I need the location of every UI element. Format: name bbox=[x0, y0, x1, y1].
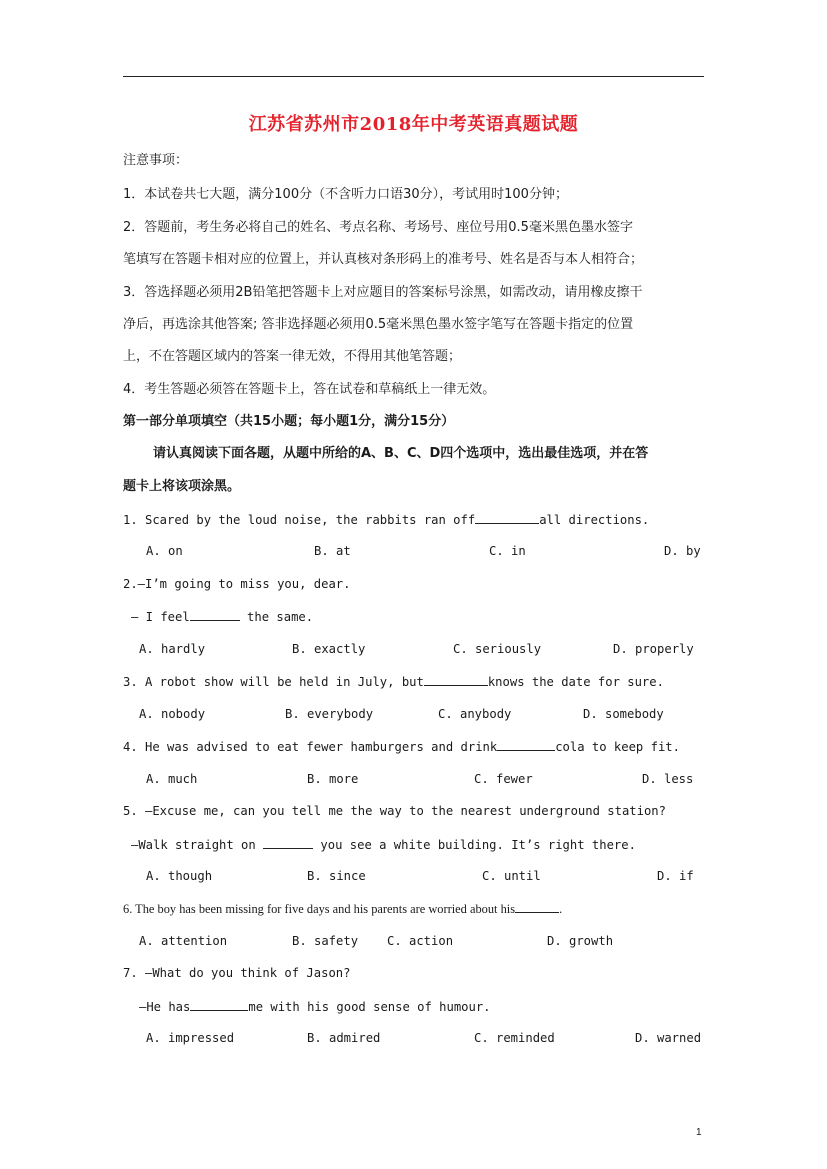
question-1-text-a: 1. Scared by the loud noise, the rabbits ran off bbox=[123, 513, 476, 527]
question-6-option-b: B. safety bbox=[292, 934, 359, 948]
question-6-text-b: . bbox=[559, 902, 563, 916]
question-5-option-a: A. though bbox=[146, 869, 213, 883]
question-7-option-a: A. impressed bbox=[146, 1031, 235, 1045]
notice-line-2: 2．答题前，考生务必将自己的姓名、考点名称、考场号、座位号用0.5毫米黑色墨水签字 bbox=[123, 220, 633, 235]
question-3-option-c: C. anybody bbox=[438, 707, 512, 721]
question-7-line-2 bbox=[139, 998, 491, 1015]
header-rule bbox=[123, 76, 704, 77]
question-5-option-d: D. if bbox=[657, 869, 694, 883]
part1-heading: 第一部分单项填空（共15小题；每小题1分，满分15分） bbox=[123, 414, 455, 429]
question-7-line-1: 7. —What do you think of Jason? bbox=[123, 966, 351, 980]
question-4-text-a: 4. He was advised to eat fewer hamburgers and drink bbox=[123, 740, 498, 754]
question-7-option-c: C. reminded bbox=[474, 1031, 555, 1045]
question-2-option-b: B. exactly bbox=[292, 642, 366, 656]
question-1-stem bbox=[123, 511, 649, 528]
question-1-option-a: A. on bbox=[146, 544, 183, 558]
question-7-text-a: —He has bbox=[139, 1000, 191, 1014]
question-3-option-d: D. somebody bbox=[583, 707, 664, 721]
question-5-line-2 bbox=[131, 836, 636, 853]
answer-blank bbox=[424, 673, 488, 686]
question-4-option-d: D. less bbox=[642, 772, 694, 786]
question-6-option-c: C. action bbox=[387, 934, 454, 948]
question-3-option-a: A. nobody bbox=[139, 707, 206, 721]
question-7-text-b: me with his good sense of humour. bbox=[248, 1000, 491, 1014]
part1-instructions-1: 请认真阅读下面各题，从题中所给的A、B、C、D四个选项中，选出最佳选项，并在答 bbox=[153, 446, 649, 461]
notice-line-1: 1．本试卷共七大题，满分100分（不含听力口语30分），考试用时100分钟； bbox=[123, 187, 568, 202]
notice-line-6: 上，不在答题区域内的答案一律无效，不得用其他笔答题； bbox=[123, 349, 462, 364]
question-1-text-b: all directions. bbox=[539, 513, 650, 527]
question-2-option-d: D. properly bbox=[613, 642, 694, 656]
answer-blank bbox=[263, 836, 313, 849]
question-6-option-d: D. growth bbox=[547, 934, 614, 948]
page-title: 江苏省苏州市2018年中考英语真题试题 bbox=[248, 114, 579, 135]
question-2-option-a: A. hardly bbox=[139, 642, 206, 656]
question-7-option-b: B. admired bbox=[307, 1031, 381, 1045]
question-2-line-1: 2.—I’m going to miss you, dear. bbox=[123, 577, 351, 591]
notice-line-3: 笔填写在答题卡相对应的位置上，并认真核对条形码上的准考号、姓名是否与本人相符合； bbox=[123, 252, 644, 267]
question-3-text-a: 3. A robot show will be held in July, but bbox=[123, 675, 424, 689]
question-6-option-a: A. attention bbox=[139, 934, 228, 948]
question-2-option-c: C. seriously bbox=[453, 642, 542, 656]
question-1-option-c: C. in bbox=[489, 544, 526, 558]
question-6-stem bbox=[123, 900, 562, 917]
question-1-option-d: D. by bbox=[664, 544, 701, 558]
question-5-line-1: 5. —Excuse me, can you tell me the way to the nearest underground station? bbox=[123, 804, 666, 818]
answer-blank bbox=[190, 998, 248, 1011]
question-4-option-b: B. more bbox=[307, 772, 359, 786]
question-4-option-c: C. fewer bbox=[474, 772, 533, 786]
page-number: 1 bbox=[696, 1127, 702, 1138]
notice-heading: 注意事项： bbox=[123, 153, 189, 168]
question-4-text-b: cola to keep fit. bbox=[555, 740, 680, 754]
part1-instructions-2: 题卡上将该项涂黑。 bbox=[123, 479, 241, 494]
question-5-text-b: you see a white building. It’s right there. bbox=[313, 838, 636, 852]
question-3-stem bbox=[123, 673, 664, 690]
question-2-text-b: the same. bbox=[239, 610, 314, 624]
answer-blank bbox=[475, 511, 539, 524]
answer-blank bbox=[497, 738, 555, 751]
question-3-text-b: knows the date for sure. bbox=[487, 675, 664, 689]
question-1-option-b: B. at bbox=[314, 544, 351, 558]
notice-line-4: 3．答选择题必须用2B铅笔把答题卡上对应题目的答案标号涂黑，如需改动，请用橡皮擦干 bbox=[123, 285, 643, 300]
answer-blank bbox=[190, 608, 240, 621]
question-3-option-b: B. everybody bbox=[285, 707, 374, 721]
notice-line-7: 4．考生答题必须答在答题卡上，答在试卷和草稿纸上一律无效。 bbox=[123, 382, 496, 397]
question-7-option-d: D. warned bbox=[635, 1031, 702, 1045]
question-5-option-c: C. until bbox=[482, 869, 541, 883]
question-4-stem bbox=[123, 738, 680, 755]
answer-blank bbox=[515, 900, 559, 913]
question-6-text-a: 6. The boy has been missing for five days and his parents are worried about his bbox=[123, 902, 516, 916]
question-5-text-a: —Walk straight on bbox=[131, 838, 264, 852]
question-5-option-b: B. since bbox=[307, 869, 366, 883]
question-4-option-a: A. much bbox=[146, 772, 198, 786]
notice-line-5: 净后，再选涂其他答案; 答非选择题必须用0.5毫米黑色墨水签字笔写在答题卡指定的位置 bbox=[123, 317, 634, 332]
question-2-line-2 bbox=[131, 608, 313, 625]
question-2-text-a: — I feel bbox=[131, 610, 190, 624]
